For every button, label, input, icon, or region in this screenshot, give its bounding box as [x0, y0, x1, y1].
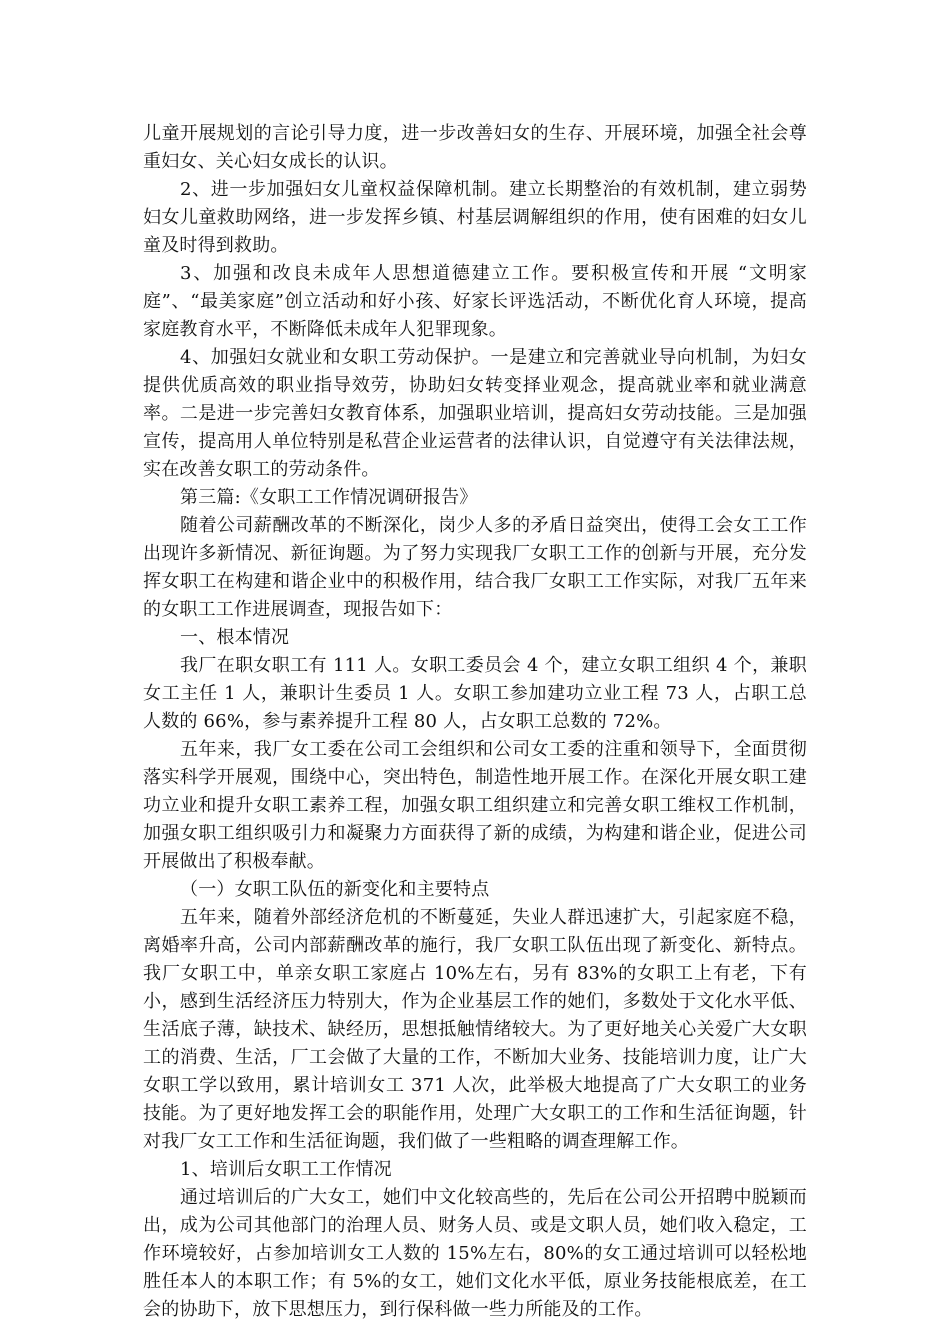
paragraph-intro: 随着公司薪酬改革的不断深化，岗少人多的矛盾日益突出，使得工会女工工作出现许多新情况、新征询题。为了努力实现我厂女职工工作的创新与开展，充分发挥女职工在构建和谐企业中的积极作用，结合我厂女职工工作实际，对我厂五年来的女职工工作进展调查，现报告如下：: [143, 515, 807, 620]
paragraph-item-2: 2、进一步加强妇女儿童权益保障机制。建立长期整治的有效机制，建立弱势妇女儿童救助网络，进一步发挥乡镇、村基层调解组织的作用，使有困难的妇女儿童及时得到救助。: [143, 179, 807, 256]
heading-basic-situation: 一、根本情况: [180, 627, 290, 648]
document-body: [143, 120, 807, 1324]
heading-training: 1、培训后女职工工作情况: [180, 1159, 392, 1180]
subheading-changes: （一）女职工队伍的新变化和主要特点: [180, 879, 490, 900]
paragraph-continuation: 儿童开展规划的言论引导力度，进一步改善妇女的生存、开展环境，加强全社会尊重妇女、关心妇女成长的认识。: [143, 123, 807, 172]
paragraph-statistics: 我厂在职女职工有 111 人。女职工委员会 4 个，建立女职工组织 4 个，兼职女工主任 1 人，兼职计生委员 1 人。女职工参加建功立业工程 73 人，占职工总人数的 66%，参与素养提升工程 80 人，占女职工总数的 72%。: [143, 655, 807, 732]
paragraph-changes: 五年来，随着外部经济危机的不断蔓延，失业人群迅速扩大，引起家庭不稳，离婚率升高，公司内部薪酬改革的施行，我厂女职工队伍出现了新变化、新特点。我厂女职工中，单亲女职工家庭占 10%左右，另有 83%的女职工上有老，下有小，感到生活经济压力特别大，作为企业基层工作的她们，多数处于文化水平低、生活底子薄，缺技术、缺经历，思想抵触情绪较大。为了更好地关心关爱广大女职工的消费、生活，厂工会做了大量的工作，不断加大业务、技能培训力度，让广大女职工学以致用，累计培训女工 371 人次，此举极大地提高了广大女职工的业务技能。为了更好地发挥工会的职能作用，处理广大女职工的工作和生活征询题，针对我厂女工工作和生活征询题，我们做了一些粗略的调查理解工作。: [143, 907, 807, 1152]
paragraph-item-4: 4、加强妇女就业和女职工劳动保护。一是建立和完善就业导向机制，为妇女提供优质高效的职业指导效劳，协助妇女转变择业观念，提高就业率和就业满意率。二是进一步完善妇女教育体系，加强职业培训，提高妇女劳动技能。三是加强宣传，提高用人单位特别是私营企业运营者的法律认识，自觉遵守有关法律法规，实在改善女职工的劳动条件。: [143, 347, 807, 480]
paragraph-training: 通过培训后的广大女工，她们中文化较高些的，先后在公司公开招聘中脱颖而出，成为公司其他部门的治理人员、财务人员、或是文职人员，她们收入稳定，工作环境较好，占参加培训女工人数的 15%左右，80%的女工通过培训可以轻松地胜任本人的本职工作；有 5%的女工，她们文化水平低，原业务技能根底差，在工会的协助下，放下思想压力，到行保科做一些力所能及的工作。: [143, 1187, 807, 1320]
paragraph-item-3: 3、加强和改良未成年人思想道德建立工作。要积极宣传和开展 “文明家庭”、“最美家庭”创立活动和好小孩、好家长评选活动，不断优化育人环境，提高家庭教育水平，不断降低未成年人犯罪现象。: [143, 263, 807, 340]
section-title: 第三篇:《女职工工作情况调研报告》: [180, 487, 478, 508]
paragraph-five-years: 五年来，我厂女工委在公司工会组织和公司女工委的注重和领导下，全面贯彻落实科学开展观，围绕中心，突出特色，制造性地开展工作。在深化开展女职工建功立业和提升女职工素养工程，加强女职工组织建立和完善女职工维权工作机制，加强女职工组织吸引力和凝聚力方面获得了新的成绩，为构建和谐企业，促进公司开展做出了积极奉献。: [143, 739, 807, 872]
